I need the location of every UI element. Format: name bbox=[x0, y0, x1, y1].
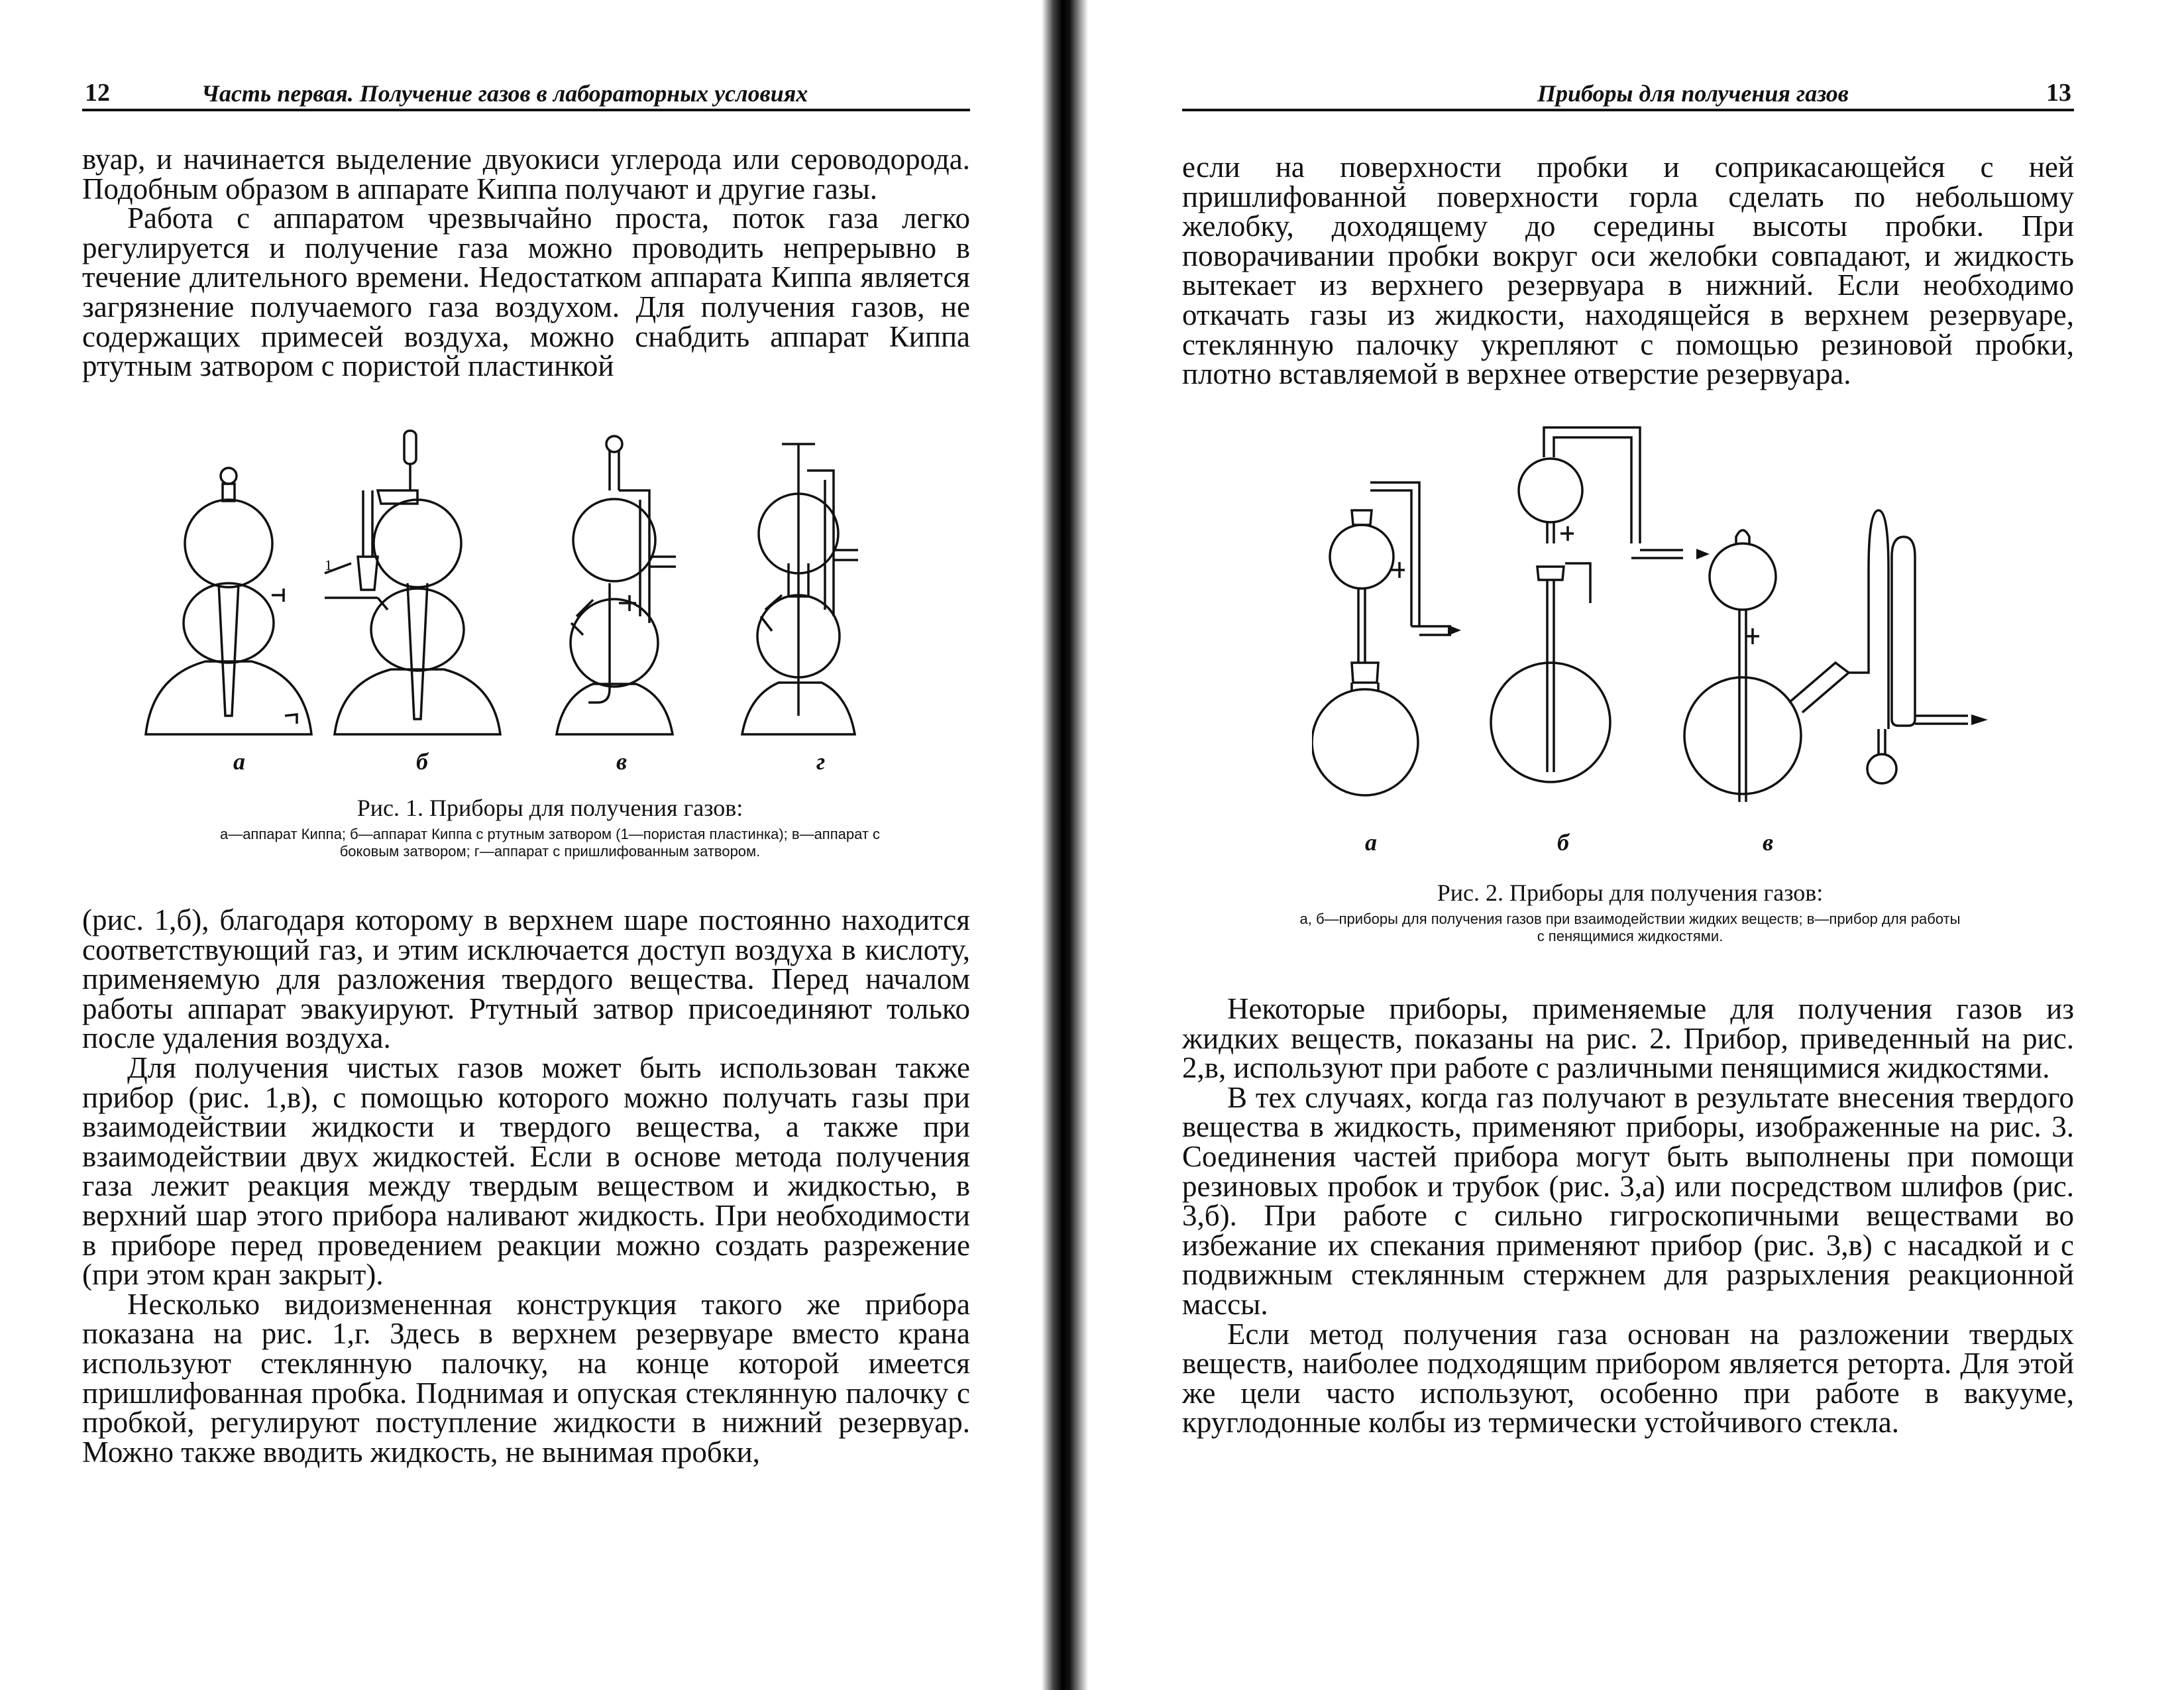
figure-letter: в bbox=[1763, 829, 1774, 856]
figure-1-letters bbox=[0, 748, 1054, 781]
paragraph: (рис. 1,б), благодаря которому в верхнем шаре постоянно находится соответствующий газ, и этим исключается доступ воздуха в кислоту, применяемую для разложения твердого вещества. Перед началом работы аппарат эвакуируют. Ртутный затвор присоединяют только после удаления воздуха. bbox=[82, 903, 970, 1055]
left-running-title: Часть первая. Получение газов в лабораторных условиях bbox=[201, 80, 808, 107]
caption-title: Рис. 1. Приборы для получения газов: bbox=[356, 795, 743, 821]
apparatus-b bbox=[1491, 427, 1710, 782]
caption-legend: а, б—приборы для получения газов при взаимодействии жидких веществ; в—прибор для работы с пенящимися жидкостями. bbox=[1299, 911, 1961, 944]
figure-1-drawing bbox=[126, 424, 1014, 742]
figure-2-caption bbox=[1299, 879, 1961, 945]
figure-letter: а bbox=[233, 748, 245, 775]
kipp-apparatus-b bbox=[325, 431, 500, 734]
figure-letter: б bbox=[416, 748, 428, 775]
paragraph: Несколько видоизмененная конструкция такого же прибора показана на рис. 1,г. Здесь в верхнем резервуаре вместо крана используют стеклянную палочку, на конце которой имеется пришлифованная пробка. Поднимая и опуская стеклянную палочку с пробкой, регулируют поступление жидкости в нижний резервуар. Можно также вводить жидкость, не вынимая пробки, bbox=[82, 1287, 970, 1469]
right-running-head bbox=[1182, 72, 2074, 111]
kipp-apparatus-a bbox=[146, 468, 311, 734]
left-page bbox=[0, 0, 1054, 1690]
paragraph: Работа с аппаратом чрезвычайно проста, поток газа легко регулируется и получение газа можно проводить непрерывно в течение длительного времени. Недостатком аппарата Киппа является загрязнение получаемого газа воздухом. Для получения газов, не содержащих примесей воздуха, можно снабдить аппарат Киппа ртутным затвором с пористой пластинкой bbox=[82, 201, 970, 383]
right-page bbox=[1100, 0, 2184, 1690]
apparatus-ground-stopper-g bbox=[742, 444, 858, 734]
right-text-top bbox=[1182, 152, 2074, 389]
right-running-title: Приборы для получения газов bbox=[1537, 80, 1849, 107]
right-text-bottom bbox=[1182, 994, 2074, 1437]
figure-1 bbox=[126, 424, 1014, 742]
left-page-number: 12 bbox=[85, 79, 110, 107]
paragraph: вуар, и начинается выделение двуокиси углерода или сероводорода. Подобным образом в аппарате Киппа получают и другие газы. bbox=[82, 142, 970, 205]
caption-title: Рис. 2. Приборы для получения газов: bbox=[1437, 879, 1824, 906]
apparatus-v bbox=[1684, 510, 1988, 802]
apparatus-side-seal-v bbox=[557, 436, 676, 734]
book-gutter bbox=[1042, 0, 1088, 1690]
figure-2-drawing bbox=[1312, 411, 2008, 822]
figure-letter: б bbox=[1557, 829, 1569, 856]
paragraph: если на поверхности пробки и соприкасающейся с ней пришлифованной поверхности горла сделать по небольшому желобку, доходящему до середины высоты пробки. При поворачивании пробки вокруг оси желобки совпадают, и жидкость вытекает из верхнего резервуара в нижний. Если необходимо откачать газы из жидкости, находящейся в верхнем резервуаре, стеклянную палочку укрепляют с помощью резиновой пробки, плотно вставляемой в верхнее отверстие резервуара. bbox=[1182, 150, 2074, 391]
paragraph: Если метод получения газа основан на разложении твердых веществ, наиболее подходящим прибором является реторта. Для этой же цели часто используют, особенно при работе в вакууме, круглодонные колбы из термически устойчивого стекла. bbox=[1182, 1317, 2074, 1439]
figure-letter: г bbox=[816, 748, 826, 775]
figure-letter: а bbox=[1365, 829, 1377, 856]
figure-1-caption bbox=[199, 794, 901, 860]
figure-2 bbox=[1312, 411, 2008, 822]
figure-label-1: 1 bbox=[325, 557, 332, 573]
caption-legend: а—аппарат Киппа; б—аппарат Киппа с ртутным затвором (1—пористая пластинка); в—аппарат с боковым затвором; г—аппарат с пришлифованным затвором. bbox=[219, 826, 881, 860]
left-text-top bbox=[82, 144, 970, 381]
paragraph: Некоторые приборы, применяемые для получения газов из жидких веществ, показаны на рис. 2. Прибор, приведенный на рис. 2,в, используют при работе с различными пенящимися жидкостями. bbox=[1182, 992, 2074, 1085]
figure-2-letters bbox=[1100, 828, 2184, 862]
apparatus-a bbox=[1312, 482, 1461, 795]
right-page-number: 13 bbox=[2046, 79, 2071, 107]
paragraph: В тех случаях, когда газ получают в результате внесения твердого вещества в жидкость, применяют приборы, изображенные на рис. 3. Соединения частей прибора могут быть выполнены при помощи резиновых пробок и трубок (рис. 3,а) или посредством шлифов (рис. 3,б). При работе с сильно гигроскопичными веществами во избежание их спекания применяют прибор (рис. 3,в) с насадкой и с подвижным стеклянным стержнем для разрыхления реакционной массы. bbox=[1182, 1080, 2074, 1321]
figure-letter: в bbox=[616, 748, 628, 775]
left-running-head bbox=[82, 72, 970, 111]
left-text-bottom bbox=[82, 905, 970, 1467]
paragraph: Для получения чистых газов может быть использован также прибор (рис. 1,в), с помощью которого можно получать газы при взаимодействии жидкости и твердого вещества, а также при взаимодействии двух жидкостей. Если в основе метода получения газа лежит реакция между твердым веществом и жидкостью, в верхний шар этого прибора наливают жидкость. При необходимости в приборе перед проведением реакции можно создать разрежение (при этом кран закрыт). bbox=[82, 1050, 970, 1292]
